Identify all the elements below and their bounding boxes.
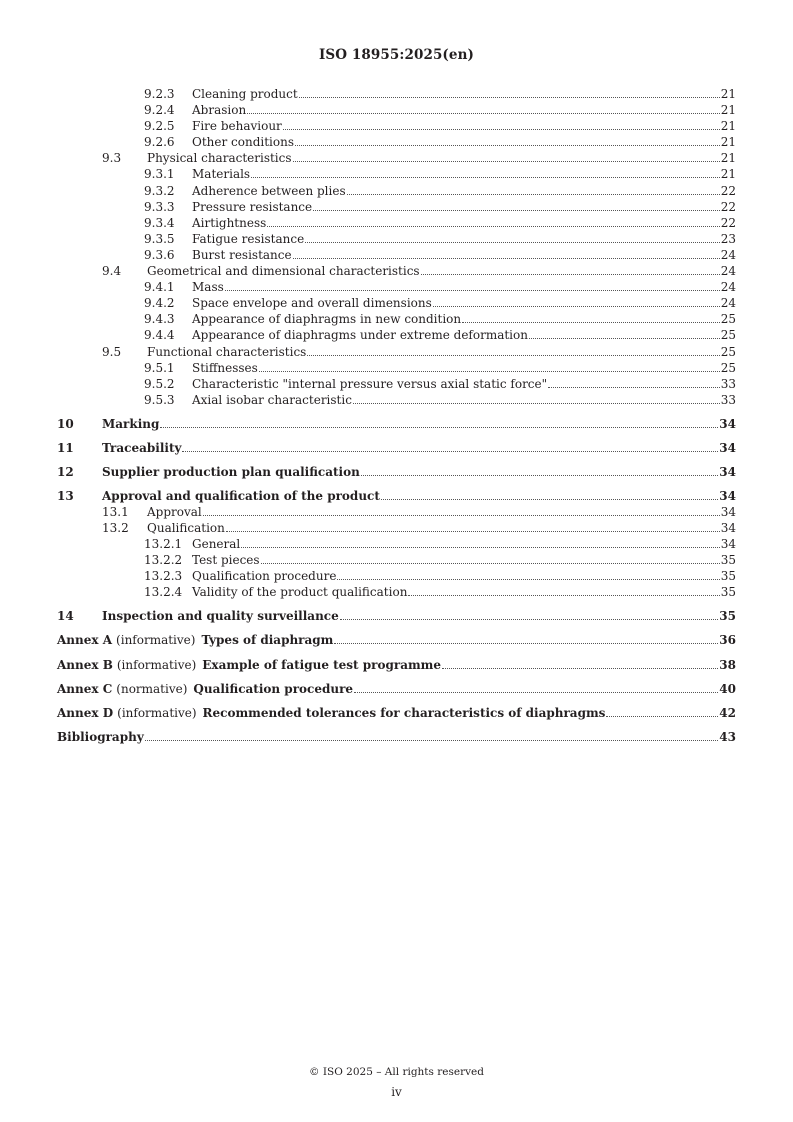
toc-entry-number: 9.4.4	[144, 328, 175, 343]
dot-leader	[305, 242, 720, 243]
toc-entry-number: 9.3.2	[144, 183, 175, 198]
toc-entry-page: 43	[719, 729, 736, 744]
toc-entry-title: Axial isobar characteristic	[192, 392, 352, 407]
dot-leader	[283, 129, 720, 130]
toc-entry-page: 34	[719, 488, 736, 503]
toc-entry-title: Airtightness	[192, 215, 267, 230]
dot-leader	[145, 740, 719, 741]
toc-entry[interactable]	[57, 231, 736, 247]
dot-leader	[408, 595, 719, 596]
toc-entry-page: 34	[720, 537, 736, 552]
table-of-contents	[57, 86, 736, 745]
toc-entry[interactable]	[57, 199, 736, 215]
toc-entry[interactable]	[57, 440, 736, 456]
toc-entry[interactable]	[57, 102, 736, 118]
dot-leader	[247, 113, 720, 114]
toc-entry-number: 9.2.5	[144, 119, 175, 134]
toc-entry-number: 9.4.2	[144, 296, 175, 311]
toc-entry-page: 25	[720, 328, 736, 343]
toc-entry-number: 9.4.3	[144, 312, 175, 327]
toc-entry-title: Qualification procedure	[192, 569, 337, 584]
toc-entry-page: 21	[720, 135, 736, 150]
toc-entry-number: 13	[57, 488, 74, 503]
toc-entry-number: 9.3	[102, 151, 122, 166]
toc-entry-page: 24	[720, 280, 736, 295]
dot-leader	[182, 451, 718, 452]
toc-entry-title: Approval and qualification of the product	[102, 488, 380, 503]
toc-entry-title: Characteristic "internal pressure versus axial static force"	[192, 376, 548, 391]
toc-entry-title: Stiffnesses	[192, 360, 258, 375]
toc-entry-title: Marking	[102, 416, 160, 431]
annex-type: (normative)	[116, 681, 188, 696]
annex-label: Annex C	[57, 681, 113, 696]
toc-entry-page: 21	[720, 87, 736, 101]
toc-entry-title: Fatigue resistance	[192, 231, 305, 246]
toc-entry-number: 9.3.3	[144, 199, 175, 214]
toc-entry-title: Fire behaviour	[192, 119, 282, 134]
toc-entry-number: 9.5.3	[144, 392, 175, 407]
toc-entry-title: Space envelope and overall dimensions	[192, 296, 432, 311]
toc-entry-number: 9.3.5	[144, 231, 175, 246]
dot-leader	[225, 290, 720, 291]
toc-entry-page: 25	[720, 344, 736, 359]
toc-entry[interactable]	[57, 488, 736, 504]
toc-entry-page: 35	[720, 585, 736, 600]
dot-leader	[548, 387, 720, 388]
toc-entry[interactable]	[57, 311, 736, 327]
toc-entry[interactable]	[57, 134, 736, 150]
toc-entry-number: 9.2.6	[144, 135, 175, 150]
toc-entry-number: 11	[57, 440, 74, 455]
toc-entry-title: Types of diaphragm	[201, 633, 334, 648]
dot-leader	[606, 716, 718, 717]
toc-entry-title: Test pieces	[192, 553, 260, 568]
toc-entry-number: 9.3.1	[144, 167, 175, 182]
toc-entry-title: Physical characteristics	[147, 151, 292, 166]
toc-entry-number: 12	[57, 464, 74, 479]
toc-entry-number: 9.2.4	[144, 103, 175, 118]
toc-entry[interactable]	[57, 681, 736, 697]
toc-entry-number: 13.1	[102, 504, 129, 519]
toc-entry[interactable]	[57, 118, 736, 134]
dot-leader	[354, 692, 718, 693]
dot-leader	[293, 258, 720, 259]
toc-entry-title: Validity of the product qualification	[192, 585, 408, 600]
toc-entry[interactable]	[57, 568, 736, 584]
toc-entry-page: 22	[720, 199, 736, 214]
dot-leader	[347, 194, 720, 195]
dot-leader	[160, 427, 718, 428]
toc-entry-page: 34	[719, 416, 736, 431]
toc-entry[interactable]	[57, 584, 736, 600]
toc-entry-page: 35	[720, 569, 736, 584]
toc-entry-number: 9.4.1	[144, 280, 175, 295]
dot-leader	[421, 274, 720, 275]
toc-entry-page: 38	[719, 657, 736, 672]
dot-leader	[529, 338, 720, 339]
dot-leader	[353, 403, 720, 404]
toc-entry[interactable]	[57, 464, 736, 480]
dot-leader	[259, 371, 720, 372]
toc-entry-title: Cleaning product	[192, 87, 298, 101]
dot-leader	[334, 643, 718, 644]
toc-entry[interactable]	[57, 608, 736, 624]
toc-entry-page: 40	[719, 681, 736, 696]
toc-entry-number: 10	[57, 416, 74, 431]
toc-entry-title: General	[192, 537, 241, 552]
toc-entry-title: Geometrical and dimensional characteristics	[147, 264, 420, 279]
toc-entry[interactable]	[57, 327, 736, 343]
annex-type: (informative)	[116, 657, 197, 672]
toc-entry[interactable]	[57, 360, 736, 376]
dot-leader	[267, 226, 719, 227]
toc-entry-number: 9.2.3	[144, 87, 175, 101]
toc-entry[interactable]	[57, 504, 736, 520]
dot-leader	[241, 547, 719, 548]
toc-entry-page: 25	[720, 312, 736, 327]
toc-entry-title: Supplier production plan qualification	[102, 464, 360, 479]
toc-entry-page: 34	[720, 520, 736, 535]
toc-entry-page: 42	[719, 705, 736, 720]
annex-label: Annex B	[57, 657, 113, 672]
toc-entry-title: Traceability	[102, 440, 182, 455]
toc-entry-page: 35	[719, 609, 736, 624]
toc-entry-page: 21	[720, 119, 736, 134]
toc-entry-title: Other conditions	[192, 135, 295, 150]
annex-label: Annex A	[57, 633, 113, 648]
toc-entry-title: Materials	[192, 167, 251, 182]
toc-entry-number: 9.5.2	[144, 376, 175, 391]
toc-entry-title: Example of fatigue test programme	[202, 657, 442, 672]
toc-entry-page: 33	[720, 392, 736, 407]
toc-entry-page: 24	[720, 296, 736, 311]
annex-label: Annex D	[57, 705, 114, 720]
toc-entry[interactable]	[57, 632, 736, 648]
toc-entry-number: 9.4	[102, 264, 122, 279]
dot-leader	[251, 177, 720, 178]
toc-entry[interactable]	[57, 150, 736, 166]
document-header: ISO 18955:2025(en)	[318, 47, 475, 63]
toc-entry[interactable]	[57, 552, 736, 568]
dot-leader	[226, 531, 720, 532]
annex-type: (informative)	[117, 705, 197, 720]
toc-entry-page: 33	[720, 376, 736, 391]
toc-entry-number: 9.3.4	[144, 215, 175, 230]
toc-entry[interactable]	[57, 166, 736, 182]
dot-leader	[307, 355, 719, 356]
dot-leader	[361, 475, 718, 476]
toc-entry[interactable]	[57, 344, 736, 360]
dot-leader	[203, 515, 720, 516]
toc-entry[interactable]	[57, 657, 736, 673]
dot-leader	[299, 97, 720, 98]
dot-leader	[462, 322, 720, 323]
annex-type: (informative)	[116, 633, 196, 648]
toc-entry-title: Adherence between plies	[192, 183, 346, 198]
toc-entry-title: Bibliography	[57, 729, 144, 744]
toc-entry[interactable]	[57, 86, 736, 102]
toc-entry-title: Qualification	[147, 520, 225, 535]
toc-entry[interactable]	[57, 729, 736, 745]
toc-entry-title: Burst resistance	[192, 247, 292, 262]
toc-entry-number: 14	[57, 609, 74, 624]
toc-entry-title: Appearance of diaphragms under extreme deformation	[192, 328, 528, 343]
toc-entry-title: Inspection and quality surveillance	[102, 609, 339, 624]
toc-entry[interactable]	[57, 520, 736, 536]
toc-entry-number: 13.2.3	[144, 569, 183, 584]
toc-entry-page: 34	[720, 504, 736, 519]
toc-entry-number: 13.2.2	[144, 553, 183, 568]
toc-entry-page: 22	[720, 183, 736, 198]
toc-entry-page: 36	[719, 633, 736, 648]
toc-entry-title: Recommended tolerances for characteristics of diaphragms	[202, 705, 606, 720]
toc-entry-title: Mass	[192, 280, 224, 295]
toc-entry-page: 24	[720, 264, 736, 279]
toc-entry-page: 24	[720, 247, 736, 262]
dot-leader	[433, 306, 720, 307]
toc-entry[interactable]	[57, 536, 736, 552]
toc-entry-number: 13.2	[102, 520, 129, 535]
toc-entry[interactable]	[57, 183, 736, 199]
toc-entry-number: 9.5	[102, 344, 122, 359]
dot-leader	[261, 563, 720, 564]
toc-entry-number: 9.5.1	[144, 360, 175, 375]
toc-entry[interactable]	[57, 416, 736, 432]
toc-entry-page: 21	[720, 151, 736, 166]
toc-entry-number: 9.3.6	[144, 247, 175, 262]
toc-entry[interactable]	[57, 215, 736, 231]
toc-entry-page: 34	[719, 464, 736, 479]
page-number: iv	[391, 1085, 402, 1099]
toc-entry-title: Pressure resistance	[192, 199, 313, 214]
toc-entry[interactable]	[57, 247, 736, 263]
toc-entry[interactable]	[57, 295, 736, 311]
dot-leader	[293, 161, 720, 162]
toc-entry[interactable]	[57, 392, 736, 408]
toc-entry-page: 22	[720, 215, 736, 230]
dot-leader	[295, 145, 720, 146]
toc-entry-page: 21	[720, 167, 736, 182]
toc-entry-page: 23	[720, 231, 736, 246]
toc-entry-title: Appearance of diaphragms in new condition	[192, 312, 462, 327]
toc-entry[interactable]	[57, 376, 736, 392]
dot-leader	[381, 499, 718, 500]
dot-leader	[313, 210, 720, 211]
dot-leader	[442, 668, 718, 669]
dot-leader	[337, 579, 719, 580]
toc-entry-number: 13.2.4	[144, 585, 183, 600]
toc-entry[interactable]	[57, 263, 736, 279]
toc-entry-title: Approval	[147, 504, 202, 519]
toc-entry[interactable]	[57, 279, 736, 295]
toc-entry-page: 34	[719, 440, 736, 455]
toc-entry-title: Qualification procedure	[193, 681, 354, 696]
toc-entry[interactable]	[57, 705, 736, 721]
toc-entry-title: Functional characteristics	[147, 344, 307, 359]
toc-entry-page: 35	[720, 553, 736, 568]
toc-entry-page: 21	[720, 103, 736, 118]
toc-entry-page: 25	[720, 360, 736, 375]
copyright-footer: © ISO 2025 – All rights reserved	[309, 1066, 484, 1078]
dot-leader	[340, 619, 719, 620]
toc-entry-number: 13.2.1	[144, 537, 183, 552]
toc-entry-title: Abrasion	[192, 103, 247, 118]
